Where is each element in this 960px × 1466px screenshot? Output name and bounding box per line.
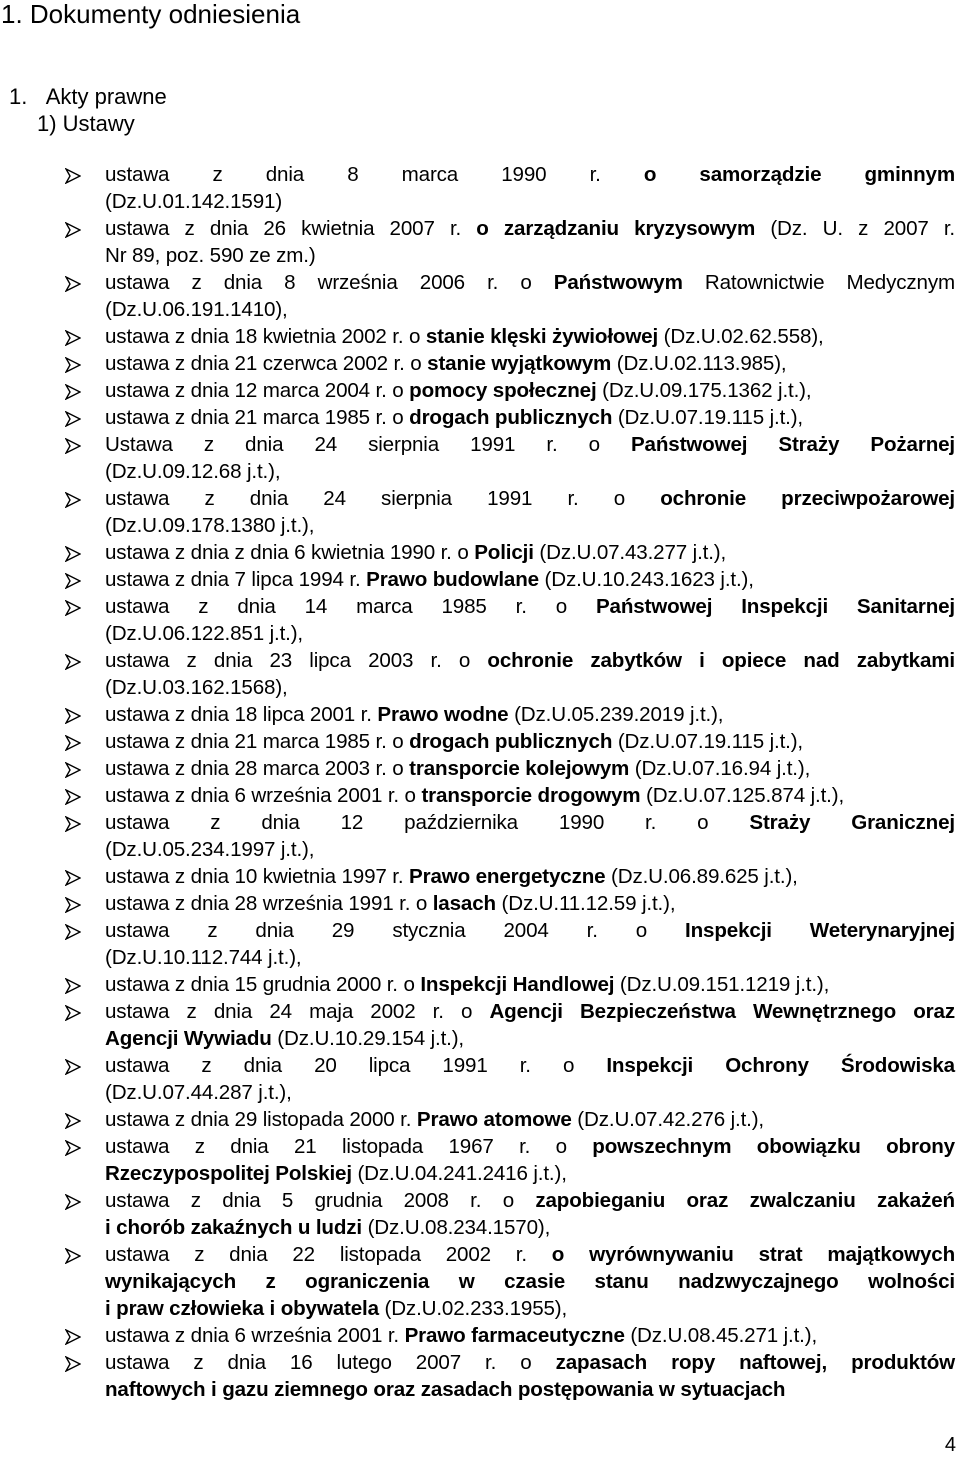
list-item-line	[105, 323, 955, 350]
list-item-line	[105, 1160, 955, 1187]
act-text: (Dz.U.02.233.1955),	[378, 1297, 568, 1320]
act-title: zapasach ropy naftowej, produktów	[555, 1351, 955, 1374]
list-item	[0, 1052, 955, 1106]
act-text: ustawa z dnia z dnia 6 kwietnia 1990 r. o	[105, 541, 475, 564]
act-title: stanie klęski żywiołowej	[425, 325, 659, 348]
list-item	[0, 809, 955, 863]
arrow-bullet-icon	[65, 438, 81, 454]
list-item	[0, 647, 955, 701]
list-item-line	[105, 674, 955, 701]
list-item-line	[105, 971, 955, 998]
act-text: ustawa z dnia 28 marca 2003 r. o	[105, 757, 410, 780]
act-title: Prawo budowlane	[366, 568, 539, 591]
act-title: ochronie przeciwpożarowej	[660, 487, 955, 510]
act-text: ustawa z dnia 6 września 2001 r.	[105, 1324, 405, 1347]
act-text: ustawa z dnia 23 lipca 2003 r. o	[105, 649, 488, 672]
arrow-bullet-icon	[65, 870, 81, 886]
act-text: ustawa z dnia 7 lipca 1994 r.	[105, 568, 367, 591]
act-title: Państwowej Inspekcji Sanitarnej	[595, 595, 956, 618]
act-text: ustawa z dnia 28 września 1991 r. o	[105, 892, 433, 915]
list-item-line	[105, 1241, 955, 1268]
act-text: (Dz.U.02.62.558),	[658, 325, 824, 348]
arrow-bullet-icon	[65, 411, 81, 427]
act-title: Inspekcji Ochrony Środowiska	[606, 1054, 955, 1077]
act-text: ustawa z dnia 10 kwietnia 1997 r.	[105, 865, 409, 888]
list-item-line	[105, 809, 955, 836]
act-title: stanie wyjątkowym	[427, 352, 612, 375]
list-item	[0, 755, 955, 782]
act-text: (Dz.U.10.112.744 j.t.),	[105, 946, 302, 969]
act-text: ustawa z dnia 18 lipca 2001 r.	[105, 703, 378, 726]
act-text: (Dz.U.02.113.985),	[611, 352, 787, 375]
act-text: (Dz.U.06.89.625 j.t.),	[605, 865, 798, 888]
act-title: naftowych i gazu ziemnego oraz zasadach postępowania w sytuacjach	[105, 1378, 786, 1401]
act-title: Inspekcji Weterynaryjnej	[685, 919, 955, 942]
act-text: ustawa z dnia 12 października 1990 r. o	[105, 811, 750, 834]
arrow-bullet-icon	[65, 1005, 81, 1021]
arrow-bullet-icon	[65, 924, 81, 940]
list-item	[0, 404, 955, 431]
act-text: (Dz.U.07.44.287 j.t.),	[105, 1081, 292, 1104]
list-item	[0, 998, 955, 1052]
list-item-line	[105, 647, 955, 674]
act-title: o wyrównywaniu strat majątkowych	[551, 1243, 955, 1266]
list-item-line	[105, 485, 955, 512]
act-text: (Dz.U.10.243.1623 j.t.),	[538, 568, 754, 591]
list-item-line	[105, 1376, 955, 1403]
act-text: ustawa z dnia 14 marca 1985 r. o	[105, 595, 596, 618]
list-item-line	[105, 269, 955, 296]
arrow-bullet-icon	[65, 357, 81, 373]
list-item-line	[105, 998, 955, 1025]
list-item-line	[105, 215, 955, 242]
act-text: (Dz.U.01.142.1591)	[105, 190, 283, 213]
arrow-bullet-icon	[65, 546, 81, 562]
act-text: (Dz.U.09.175.1362 j.t.),	[596, 379, 812, 402]
act-title: Prawo farmaceutyczne	[404, 1324, 625, 1347]
list-item	[0, 971, 955, 998]
act-title: Prawo wodne	[377, 703, 509, 726]
section-heading	[9, 83, 167, 110]
arrow-bullet-icon	[65, 222, 81, 238]
list-item-line	[105, 755, 955, 782]
act-title: Państwowej Straży Pożarnej	[630, 433, 955, 456]
arrow-bullet-icon	[65, 978, 81, 994]
arrow-bullet-icon	[65, 1059, 81, 1075]
list-item	[0, 431, 955, 485]
list-item	[0, 593, 955, 647]
act-text: ustawa z dnia 5 grudnia 2008 r. o	[105, 1189, 536, 1212]
act-title: drogach publicznych	[409, 406, 613, 429]
law-list	[0, 161, 960, 1403]
act-title: Prawo atomowe	[416, 1108, 572, 1131]
act-text: Ratownictwie Medycznym	[682, 271, 955, 294]
act-text: ustawa z dnia 21 marca 1985 r. o	[105, 730, 410, 753]
arrow-bullet-icon	[65, 816, 81, 832]
arrow-bullet-icon	[65, 492, 81, 508]
list-item	[0, 863, 955, 890]
act-title: Policji	[474, 541, 534, 564]
list-item	[0, 728, 955, 755]
act-text: ustawa z dnia 29 listopada 2000 r.	[105, 1108, 417, 1131]
list-item	[0, 1106, 955, 1133]
list-item-line	[105, 296, 955, 323]
act-text: (Dz.U.10.29.154 j.t.),	[271, 1027, 465, 1050]
act-text: (Dz.U.04.241.2416 j.t.),	[351, 1162, 567, 1185]
act-text: ustawa z dnia 15 grudnia 2000 r. o	[105, 973, 421, 996]
list-item	[0, 917, 955, 971]
document-heading: 1. Dokumenty odniesienia	[1, 0, 301, 29]
list-item-line	[105, 404, 955, 431]
list-item-line	[105, 836, 955, 863]
list-item-line	[105, 1106, 955, 1133]
list-item	[0, 1133, 955, 1187]
act-title: o samorządzie gminnym	[643, 163, 955, 186]
act-text: ustawa z dnia 18 kwietnia 2002 r. o	[105, 325, 426, 348]
list-item-line	[105, 188, 955, 215]
subsection-heading: 1) Ustawy	[37, 111, 135, 136]
arrow-bullet-icon	[65, 789, 81, 805]
list-item-line	[105, 566, 955, 593]
list-item-line	[105, 782, 955, 809]
arrow-bullet-icon	[65, 168, 81, 184]
act-title: o zarządzaniu kryzysowym	[476, 217, 756, 240]
act-text: ustawa z dnia 24 sierpnia 1991 r. o	[105, 487, 661, 510]
list-item	[0, 890, 955, 917]
act-text: (Dz.U.07.19.115 j.t.),	[612, 406, 803, 429]
list-item-line	[105, 539, 955, 566]
arrow-bullet-icon	[65, 276, 81, 292]
act-title: Prawo energetyczne	[409, 865, 606, 888]
act-title: i chorób zakaźnych u ludzi	[105, 1216, 362, 1239]
list-item-line	[105, 1133, 955, 1160]
act-text: (Dz.U.08.45.271 j.t.),	[624, 1324, 818, 1347]
act-title: Agencji Wywiadu	[105, 1027, 272, 1050]
arrow-bullet-icon	[65, 1140, 81, 1156]
arrow-bullet-icon	[65, 1194, 81, 1210]
list-item-line	[105, 1268, 955, 1295]
arrow-bullet-icon	[65, 735, 81, 751]
list-item-line	[105, 1079, 955, 1106]
act-text: (Dz.U.07.16.94 j.t.),	[629, 757, 811, 780]
list-item-line	[105, 701, 955, 728]
list-item	[0, 1187, 955, 1241]
list-item	[0, 701, 955, 728]
list-item-line	[105, 1322, 955, 1349]
act-text: Nr 89, poz. 590 ze zm.)	[105, 244, 316, 267]
list-item	[0, 323, 955, 350]
list-item	[0, 1241, 955, 1322]
act-text: (Dz.U.07.43.277 j.t.),	[533, 541, 727, 564]
arrow-bullet-icon	[65, 708, 81, 724]
act-text: (Dz.U.03.162.1568),	[105, 676, 288, 699]
list-item-line	[105, 944, 955, 971]
act-title: ochronie zabytków i opiece nad zabytkami	[487, 649, 955, 672]
arrow-bullet-icon	[65, 762, 81, 778]
arrow-bullet-icon	[65, 1113, 81, 1129]
list-item-line	[105, 1349, 955, 1376]
list-item	[0, 485, 955, 539]
list-item-line	[105, 1025, 955, 1052]
act-text: ustawa z dnia 21 czerwca 2002 r. o	[105, 352, 428, 375]
list-item	[0, 269, 955, 323]
arrow-bullet-icon	[65, 330, 81, 346]
act-text: ustawa z dnia 21 marca 1985 r. o	[105, 406, 410, 429]
act-title: i praw człowieka i obywatela	[105, 1297, 379, 1320]
act-text: (Dz.U.05.234.1997 j.t.),	[105, 838, 315, 861]
list-item-line	[105, 161, 955, 188]
list-item-line	[105, 1052, 955, 1079]
act-title: Rzeczypospolitej Polskiej	[105, 1162, 352, 1185]
act-text: (Dz.U.07.19.115 j.t.),	[612, 730, 803, 753]
act-text: (Dz.U.11.12.59 j.t.),	[495, 892, 676, 915]
act-text: (Dz.U.09.151.1219 j.t.),	[614, 973, 830, 996]
act-text: (Dz.U.06.191.1410),	[105, 298, 288, 321]
act-text: (Dz.U.09.178.1380 j.t.),	[105, 514, 315, 537]
list-item-line	[105, 593, 955, 620]
act-text: ustawa z dnia 16 lutego 2007 r. o	[105, 1351, 556, 1374]
act-text: (Dz.U.09.12.68 j.t.),	[105, 460, 281, 483]
list-item	[0, 566, 955, 593]
act-text: ustawa z dnia 12 marca 2004 r. o	[105, 379, 410, 402]
act-title: pomocy społecznej	[409, 379, 597, 402]
act-text: (Dz.U.05.239.2019 j.t.),	[508, 703, 724, 726]
arrow-bullet-icon	[65, 1248, 81, 1264]
page-number: 4	[944, 1434, 956, 1456]
act-title: Państwowym	[553, 271, 683, 294]
arrow-bullet-icon	[65, 654, 81, 670]
act-text: ustawa z dnia 22 listopada 2002 r.	[105, 1243, 552, 1266]
act-text: ustawa z dnia 8 marca 1990 r.	[105, 163, 644, 186]
act-text: ustawa z dnia 20 lipca 1991 r. o	[105, 1054, 607, 1077]
act-text: (Dz.U.06.122.851 j.t.),	[105, 622, 304, 645]
list-item	[0, 1349, 955, 1403]
list-item-line	[105, 1187, 955, 1214]
list-item-line	[105, 350, 955, 377]
list-item-line	[105, 1214, 955, 1241]
act-title: powszechnym obowiązku obrony	[592, 1135, 955, 1158]
arrow-bullet-icon	[65, 897, 81, 913]
act-text: ustawa z dnia 29 stycznia 2004 r. o	[105, 919, 686, 942]
list-item-line	[105, 242, 955, 269]
list-item	[0, 782, 955, 809]
list-item-line	[105, 728, 955, 755]
act-title: transporcie kolejowym	[409, 757, 630, 780]
act-title: Inspekcji Handlowej	[420, 973, 615, 996]
list-item-line	[105, 431, 955, 458]
arrow-bullet-icon	[65, 384, 81, 400]
act-title: Straży Granicznej	[749, 811, 955, 834]
list-item-line	[105, 890, 955, 917]
act-text: (Dz.U.07.125.874 j.t.),	[640, 784, 845, 807]
act-text: ustawa z dnia 24 maja 2002 r. o	[105, 1000, 490, 1023]
act-title: wynikających z ograniczenia w czasie stanu nadzwyczajnego wolności	[105, 1270, 955, 1293]
act-title: transporcie drogowym	[421, 784, 641, 807]
act-text: Ustawa z dnia 24 sierpnia 1991 r. o	[105, 433, 631, 456]
act-text: (Dz.U.08.234.1570),	[362, 1216, 551, 1239]
list-item-line	[105, 620, 955, 647]
act-text: ustawa z dnia 6 września 2001 r. o	[105, 784, 422, 807]
list-item-line	[105, 377, 955, 404]
list-item	[0, 215, 955, 269]
section-number: 1.	[9, 84, 28, 109]
list-item	[0, 1322, 955, 1349]
act-text: (Dz. U. z 2007 r.	[755, 217, 955, 240]
act-text: (Dz.U.07.42.276 j.t.),	[571, 1108, 764, 1131]
act-title: zapobieganiu oraz zwalczaniu zakażeń	[535, 1189, 955, 1212]
act-text: ustawa z dnia 8 września 2006 r. o	[105, 271, 554, 294]
act-title: lasach	[432, 892, 496, 915]
list-item-line	[105, 458, 955, 485]
list-item-line	[105, 1295, 955, 1322]
arrow-bullet-icon	[65, 1356, 81, 1372]
act-title: drogach publicznych	[409, 730, 613, 753]
list-item	[0, 377, 955, 404]
list-item	[0, 539, 955, 566]
list-item-line	[105, 863, 955, 890]
arrow-bullet-icon	[65, 600, 81, 616]
list-item	[0, 161, 955, 215]
section-title: Akty prawne	[45, 84, 167, 109]
arrow-bullet-icon	[65, 573, 81, 589]
list-item-line	[105, 917, 955, 944]
list-item	[0, 350, 955, 377]
arrow-bullet-icon	[65, 1329, 81, 1345]
act-title: Agencji Bezpieczeństwa Wewnętrznego oraz	[489, 1000, 955, 1023]
list-item-line	[105, 512, 955, 539]
act-text: ustawa z dnia 21 listopada 1967 r. o	[105, 1135, 593, 1158]
act-text: ustawa z dnia 26 kwietnia 2007 r.	[105, 217, 477, 240]
